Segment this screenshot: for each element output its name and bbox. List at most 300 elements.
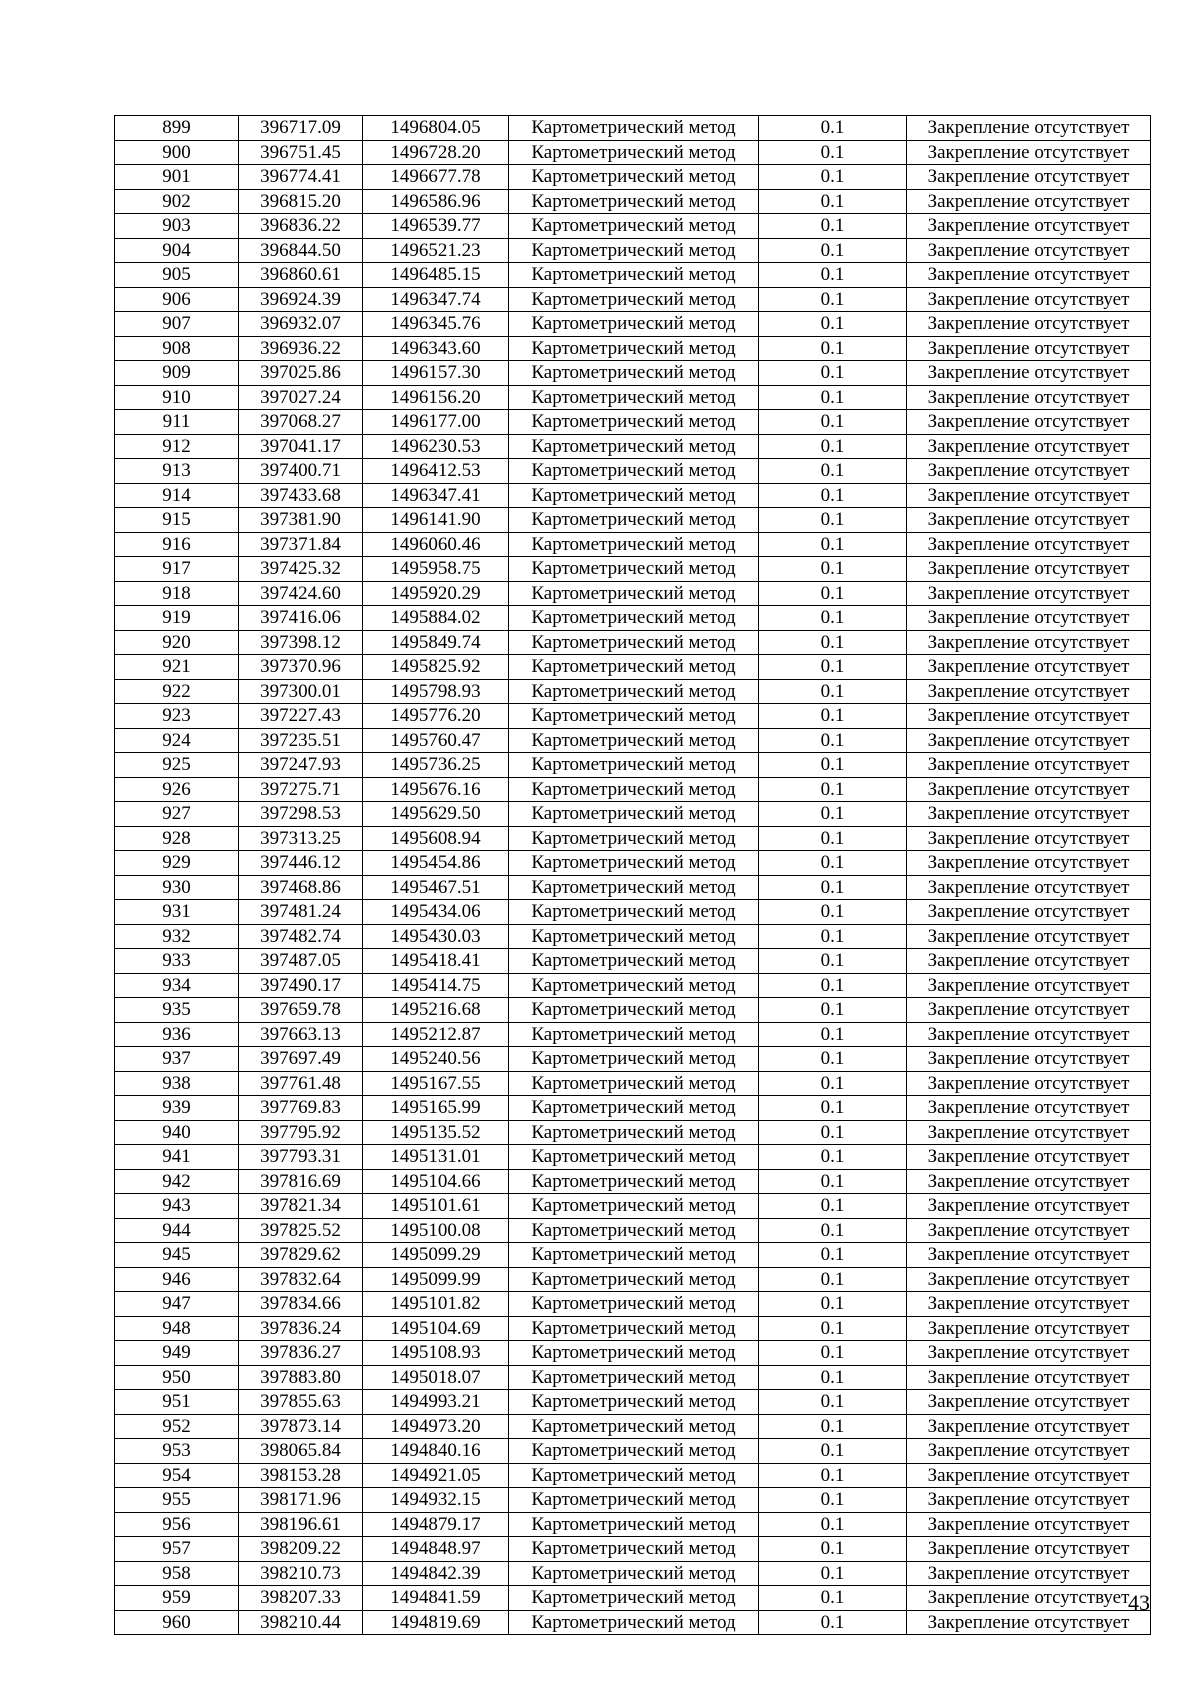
accuracy-cell: 0.1 xyxy=(759,777,907,802)
point-number-cell: 922 xyxy=(115,679,239,704)
fixing-cell: Закрепление отсутствует xyxy=(907,483,1151,508)
table-row xyxy=(115,777,1151,802)
point-number-cell: 912 xyxy=(115,434,239,459)
method-cell: Картометрический метод xyxy=(509,924,759,949)
fixing-cell: Закрепление отсутствует xyxy=(907,1463,1151,1488)
table-row xyxy=(115,606,1151,631)
accuracy-cell: 0.1 xyxy=(759,1463,907,1488)
method-cell: Картометрический метод xyxy=(509,312,759,337)
point-number-cell: 913 xyxy=(115,459,239,484)
method-cell: Картометрический метод xyxy=(509,287,759,312)
point-number-cell: 927 xyxy=(115,802,239,827)
fixing-cell: Закрепление отсутствует xyxy=(907,1218,1151,1243)
accuracy-cell: 0.1 xyxy=(759,1194,907,1219)
point-number-cell: 928 xyxy=(115,826,239,851)
table-row xyxy=(115,336,1151,361)
point-number-cell: 955 xyxy=(115,1488,239,1513)
table-row xyxy=(115,1439,1151,1464)
x-coordinate-cell: 396860.61 xyxy=(239,263,363,288)
y-coordinate-cell: 1495920.29 xyxy=(363,581,509,606)
method-cell: Картометрический метод xyxy=(509,728,759,753)
point-number-cell: 939 xyxy=(115,1096,239,1121)
point-number-cell: 915 xyxy=(115,508,239,533)
x-coordinate-cell: 396924.39 xyxy=(239,287,363,312)
table-row xyxy=(115,410,1151,435)
x-coordinate-cell: 396844.50 xyxy=(239,238,363,263)
table-row xyxy=(115,361,1151,386)
method-cell: Картометрический метод xyxy=(509,1267,759,1292)
y-coordinate-cell: 1496060.46 xyxy=(363,532,509,557)
method-cell: Картометрический метод xyxy=(509,753,759,778)
fixing-cell: Закрепление отсутствует xyxy=(907,1096,1151,1121)
method-cell: Картометрический метод xyxy=(509,410,759,435)
table-row xyxy=(115,1243,1151,1268)
point-number-cell: 929 xyxy=(115,851,239,876)
table-row xyxy=(115,1292,1151,1317)
point-number-cell: 909 xyxy=(115,361,239,386)
method-cell: Картометрический метод xyxy=(509,214,759,239)
table-row xyxy=(115,581,1151,606)
accuracy-cell: 0.1 xyxy=(759,1047,907,1072)
table-row xyxy=(115,459,1151,484)
accuracy-cell: 0.1 xyxy=(759,1316,907,1341)
table-row xyxy=(115,1194,1151,1219)
table-row xyxy=(115,679,1151,704)
x-coordinate-cell: 397883.80 xyxy=(239,1365,363,1390)
fixing-cell: Закрепление отсутствует xyxy=(907,1390,1151,1415)
fixing-cell: Закрепление отсутствует xyxy=(907,655,1151,680)
table-row xyxy=(115,483,1151,508)
y-coordinate-cell: 1495165.99 xyxy=(363,1096,509,1121)
x-coordinate-cell: 397370.96 xyxy=(239,655,363,680)
table-row xyxy=(115,1267,1151,1292)
fixing-cell: Закрепление отсутствует xyxy=(907,1071,1151,1096)
y-coordinate-cell: 1495958.75 xyxy=(363,557,509,582)
fixing-cell: Закрепление отсутствует xyxy=(907,1145,1151,1170)
point-number-cell: 906 xyxy=(115,287,239,312)
accuracy-cell: 0.1 xyxy=(759,1561,907,1586)
point-number-cell: 904 xyxy=(115,238,239,263)
point-number-cell: 960 xyxy=(115,1610,239,1635)
table-row xyxy=(115,728,1151,753)
y-coordinate-cell: 1494819.69 xyxy=(363,1610,509,1635)
x-coordinate-cell: 397795.92 xyxy=(239,1120,363,1145)
y-coordinate-cell: 1496177.00 xyxy=(363,410,509,435)
accuracy-cell: 0.1 xyxy=(759,214,907,239)
accuracy-cell: 0.1 xyxy=(759,924,907,949)
fixing-cell: Закрепление отсутствует xyxy=(907,753,1151,778)
x-coordinate-cell: 396774.41 xyxy=(239,165,363,190)
method-cell: Картометрический метод xyxy=(509,1145,759,1170)
method-cell: Картометрический метод xyxy=(509,1610,759,1635)
table-row xyxy=(115,385,1151,410)
accuracy-cell: 0.1 xyxy=(759,1243,907,1268)
method-cell: Картометрический метод xyxy=(509,361,759,386)
x-coordinate-cell: 397313.25 xyxy=(239,826,363,851)
y-coordinate-cell: 1495467.51 xyxy=(363,875,509,900)
point-number-cell: 923 xyxy=(115,704,239,729)
table-row xyxy=(115,949,1151,974)
method-cell: Картометрический метод xyxy=(509,1439,759,1464)
table-row xyxy=(115,1071,1151,1096)
x-coordinate-cell: 397027.24 xyxy=(239,385,363,410)
table-row xyxy=(115,532,1151,557)
y-coordinate-cell: 1496343.60 xyxy=(363,336,509,361)
y-coordinate-cell: 1495135.52 xyxy=(363,1120,509,1145)
x-coordinate-cell: 397487.05 xyxy=(239,949,363,974)
point-number-cell: 957 xyxy=(115,1537,239,1562)
fixing-cell: Закрепление отсутствует xyxy=(907,1610,1151,1635)
fixing-cell: Закрепление отсутствует xyxy=(907,924,1151,949)
table-row xyxy=(115,508,1151,533)
x-coordinate-cell: 397227.43 xyxy=(239,704,363,729)
fixing-cell: Закрепление отсутствует xyxy=(907,875,1151,900)
table-row xyxy=(115,1316,1151,1341)
point-number-cell: 932 xyxy=(115,924,239,949)
fixing-cell: Закрепление отсутствует xyxy=(907,1365,1151,1390)
accuracy-cell: 0.1 xyxy=(759,606,907,631)
y-coordinate-cell: 1495434.06 xyxy=(363,900,509,925)
fixing-cell: Закрепление отсутствует xyxy=(907,1292,1151,1317)
y-coordinate-cell: 1495131.01 xyxy=(363,1145,509,1170)
fixing-cell: Закрепление отсутствует xyxy=(907,238,1151,263)
x-coordinate-cell: 397481.24 xyxy=(239,900,363,925)
method-cell: Картометрический метод xyxy=(509,1316,759,1341)
x-coordinate-cell: 397298.53 xyxy=(239,802,363,827)
method-cell: Картометрический метод xyxy=(509,679,759,704)
table-row xyxy=(115,312,1151,337)
table-row xyxy=(115,1414,1151,1439)
x-coordinate-cell: 397371.84 xyxy=(239,532,363,557)
method-cell: Картометрический метод xyxy=(509,1096,759,1121)
x-coordinate-cell: 397663.13 xyxy=(239,1022,363,1047)
point-number-cell: 954 xyxy=(115,1463,239,1488)
accuracy-cell: 0.1 xyxy=(759,655,907,680)
point-number-cell: 949 xyxy=(115,1341,239,1366)
table-row xyxy=(115,1488,1151,1513)
accuracy-cell: 0.1 xyxy=(759,1488,907,1513)
x-coordinate-cell: 397659.78 xyxy=(239,998,363,1023)
y-coordinate-cell: 1496677.78 xyxy=(363,165,509,190)
table-row xyxy=(115,263,1151,288)
fixing-cell: Закрепление отсутствует xyxy=(907,1047,1151,1072)
fixing-cell: Закрепление отсутствует xyxy=(907,630,1151,655)
accuracy-cell: 0.1 xyxy=(759,263,907,288)
point-number-cell: 921 xyxy=(115,655,239,680)
x-coordinate-cell: 397300.01 xyxy=(239,679,363,704)
y-coordinate-cell: 1495212.87 xyxy=(363,1022,509,1047)
point-number-cell: 931 xyxy=(115,900,239,925)
method-cell: Картометрический метод xyxy=(509,1022,759,1047)
method-cell: Картометрический метод xyxy=(509,606,759,631)
y-coordinate-cell: 1494841.59 xyxy=(363,1586,509,1611)
point-number-cell: 916 xyxy=(115,532,239,557)
point-number-cell: 958 xyxy=(115,1561,239,1586)
coordinates-table xyxy=(114,115,1151,1635)
table-row xyxy=(115,1096,1151,1121)
y-coordinate-cell: 1494842.39 xyxy=(363,1561,509,1586)
y-coordinate-cell: 1496586.96 xyxy=(363,189,509,214)
fixing-cell: Закрепление отсутствует xyxy=(907,1561,1151,1586)
accuracy-cell: 0.1 xyxy=(759,1537,907,1562)
table-row xyxy=(115,165,1151,190)
y-coordinate-cell: 1494848.97 xyxy=(363,1537,509,1562)
point-number-cell: 940 xyxy=(115,1120,239,1145)
accuracy-cell: 0.1 xyxy=(759,998,907,1023)
x-coordinate-cell: 397433.68 xyxy=(239,483,363,508)
fixing-cell: Закрепление отсутствует xyxy=(907,1512,1151,1537)
table-row xyxy=(115,802,1151,827)
table-row xyxy=(115,1537,1151,1562)
accuracy-cell: 0.1 xyxy=(759,1022,907,1047)
method-cell: Картометрический метод xyxy=(509,973,759,998)
method-cell: Картометрический метод xyxy=(509,1463,759,1488)
table-row xyxy=(115,1390,1151,1415)
fixing-cell: Закрепление отсутствует xyxy=(907,1439,1151,1464)
accuracy-cell: 0.1 xyxy=(759,385,907,410)
table-row xyxy=(115,973,1151,998)
x-coordinate-cell: 398065.84 xyxy=(239,1439,363,1464)
method-cell: Картометрический метод xyxy=(509,998,759,1023)
fixing-cell: Закрепление отсутствует xyxy=(907,851,1151,876)
point-number-cell: 942 xyxy=(115,1169,239,1194)
accuracy-cell: 0.1 xyxy=(759,630,907,655)
accuracy-cell: 0.1 xyxy=(759,753,907,778)
method-cell: Картометрический метод xyxy=(509,483,759,508)
accuracy-cell: 0.1 xyxy=(759,1096,907,1121)
point-number-cell: 947 xyxy=(115,1292,239,1317)
fixing-cell: Закрепление отсутствует xyxy=(907,973,1151,998)
method-cell: Картометрический метод xyxy=(509,1365,759,1390)
fixing-cell: Закрепление отсутствует xyxy=(907,214,1151,239)
table-row xyxy=(115,1561,1151,1586)
y-coordinate-cell: 1495100.08 xyxy=(363,1218,509,1243)
accuracy-cell: 0.1 xyxy=(759,1145,907,1170)
x-coordinate-cell: 397490.17 xyxy=(239,973,363,998)
point-number-cell: 902 xyxy=(115,189,239,214)
y-coordinate-cell: 1495418.41 xyxy=(363,949,509,974)
accuracy-cell: 0.1 xyxy=(759,704,907,729)
accuracy-cell: 0.1 xyxy=(759,973,907,998)
y-coordinate-cell: 1495108.93 xyxy=(363,1341,509,1366)
point-number-cell: 908 xyxy=(115,336,239,361)
y-coordinate-cell: 1495104.69 xyxy=(363,1316,509,1341)
accuracy-cell: 0.1 xyxy=(759,557,907,582)
method-cell: Картометрический метод xyxy=(509,459,759,484)
coordinates-table-body xyxy=(115,116,1151,1635)
point-number-cell: 930 xyxy=(115,875,239,900)
table-row xyxy=(115,1610,1151,1635)
fixing-cell: Закрепление отсутствует xyxy=(907,434,1151,459)
accuracy-cell: 0.1 xyxy=(759,287,907,312)
table-row xyxy=(115,1218,1151,1243)
accuracy-cell: 0.1 xyxy=(759,679,907,704)
table-row xyxy=(115,1463,1151,1488)
x-coordinate-cell: 397855.63 xyxy=(239,1390,363,1415)
fixing-cell: Закрепление отсутствует xyxy=(907,679,1151,704)
accuracy-cell: 0.1 xyxy=(759,459,907,484)
y-coordinate-cell: 1494879.17 xyxy=(363,1512,509,1537)
table-row xyxy=(115,704,1151,729)
x-coordinate-cell: 397697.49 xyxy=(239,1047,363,1072)
method-cell: Картометрический метод xyxy=(509,655,759,680)
x-coordinate-cell: 397446.12 xyxy=(239,851,363,876)
method-cell: Картометрический метод xyxy=(509,1341,759,1366)
accuracy-cell: 0.1 xyxy=(759,728,907,753)
y-coordinate-cell: 1495798.93 xyxy=(363,679,509,704)
accuracy-cell: 0.1 xyxy=(759,1292,907,1317)
table-row xyxy=(115,875,1151,900)
accuracy-cell: 0.1 xyxy=(759,949,907,974)
point-number-cell: 918 xyxy=(115,581,239,606)
point-number-cell: 952 xyxy=(115,1414,239,1439)
x-coordinate-cell: 398207.33 xyxy=(239,1586,363,1611)
point-number-cell: 941 xyxy=(115,1145,239,1170)
point-number-cell: 944 xyxy=(115,1218,239,1243)
accuracy-cell: 0.1 xyxy=(759,165,907,190)
x-coordinate-cell: 396932.07 xyxy=(239,312,363,337)
fixing-cell: Закрепление отсутствует xyxy=(907,557,1151,582)
accuracy-cell: 0.1 xyxy=(759,434,907,459)
method-cell: Картометрический метод xyxy=(509,434,759,459)
y-coordinate-cell: 1496804.05 xyxy=(363,116,509,141)
accuracy-cell: 0.1 xyxy=(759,1414,907,1439)
method-cell: Картометрический метод xyxy=(509,1194,759,1219)
table-row xyxy=(115,655,1151,680)
method-cell: Картометрический метод xyxy=(509,140,759,165)
method-cell: Картометрический метод xyxy=(509,557,759,582)
accuracy-cell: 0.1 xyxy=(759,1267,907,1292)
method-cell: Картометрический метод xyxy=(509,1537,759,1562)
x-coordinate-cell: 397025.86 xyxy=(239,361,363,386)
fixing-cell: Закрепление отсутствует xyxy=(907,606,1151,631)
accuracy-cell: 0.1 xyxy=(759,1365,907,1390)
accuracy-cell: 0.1 xyxy=(759,312,907,337)
method-cell: Картометрический метод xyxy=(509,802,759,827)
method-cell: Картометрический метод xyxy=(509,630,759,655)
method-cell: Картометрический метод xyxy=(509,263,759,288)
table-row xyxy=(115,287,1151,312)
y-coordinate-cell: 1496157.30 xyxy=(363,361,509,386)
accuracy-cell: 0.1 xyxy=(759,1218,907,1243)
table-row xyxy=(115,1047,1151,1072)
accuracy-cell: 0.1 xyxy=(759,410,907,435)
x-coordinate-cell: 397416.06 xyxy=(239,606,363,631)
x-coordinate-cell: 398210.44 xyxy=(239,1610,363,1635)
table-row xyxy=(115,630,1151,655)
table-row xyxy=(115,753,1151,778)
point-number-cell: 907 xyxy=(115,312,239,337)
x-coordinate-cell: 397468.86 xyxy=(239,875,363,900)
method-cell: Картометрический метод xyxy=(509,1120,759,1145)
y-coordinate-cell: 1495216.68 xyxy=(363,998,509,1023)
page-number: 43 xyxy=(1128,1590,1150,1615)
x-coordinate-cell: 397836.27 xyxy=(239,1341,363,1366)
accuracy-cell: 0.1 xyxy=(759,508,907,533)
accuracy-cell: 0.1 xyxy=(759,1439,907,1464)
method-cell: Картометрический метод xyxy=(509,826,759,851)
y-coordinate-cell: 1495167.55 xyxy=(363,1071,509,1096)
method-cell: Картометрический метод xyxy=(509,1292,759,1317)
point-number-cell: 934 xyxy=(115,973,239,998)
fixing-cell: Закрепление отсутствует xyxy=(907,802,1151,827)
y-coordinate-cell: 1496485.15 xyxy=(363,263,509,288)
fixing-cell: Закрепление отсутствует xyxy=(907,1316,1151,1341)
table-row xyxy=(115,1022,1151,1047)
accuracy-cell: 0.1 xyxy=(759,900,907,925)
method-cell: Картометрический метод xyxy=(509,704,759,729)
method-cell: Картометрический метод xyxy=(509,581,759,606)
fixing-cell: Закрепление отсутствует xyxy=(907,900,1151,925)
method-cell: Картометрический метод xyxy=(509,385,759,410)
point-number-cell: 951 xyxy=(115,1390,239,1415)
method-cell: Картометрический метод xyxy=(509,1169,759,1194)
fixing-cell: Закрепление отсутствует xyxy=(907,532,1151,557)
y-coordinate-cell: 1496156.20 xyxy=(363,385,509,410)
accuracy-cell: 0.1 xyxy=(759,581,907,606)
y-coordinate-cell: 1494993.21 xyxy=(363,1390,509,1415)
y-coordinate-cell: 1495760.47 xyxy=(363,728,509,753)
y-coordinate-cell: 1495454.86 xyxy=(363,851,509,876)
fixing-cell: Закрепление отсутствует xyxy=(907,1194,1151,1219)
fixing-cell: Закрепление отсутствует xyxy=(907,312,1151,337)
point-number-cell: 903 xyxy=(115,214,239,239)
table-row xyxy=(115,434,1151,459)
accuracy-cell: 0.1 xyxy=(759,189,907,214)
accuracy-cell: 0.1 xyxy=(759,483,907,508)
accuracy-cell: 0.1 xyxy=(759,336,907,361)
accuracy-cell: 0.1 xyxy=(759,140,907,165)
accuracy-cell: 0.1 xyxy=(759,802,907,827)
accuracy-cell: 0.1 xyxy=(759,851,907,876)
y-coordinate-cell: 1495608.94 xyxy=(363,826,509,851)
fixing-cell: Закрепление отсутствует xyxy=(907,1022,1151,1047)
fixing-cell: Закрепление отсутствует xyxy=(907,1243,1151,1268)
accuracy-cell: 0.1 xyxy=(759,1610,907,1635)
y-coordinate-cell: 1496230.53 xyxy=(363,434,509,459)
method-cell: Картометрический метод xyxy=(509,1414,759,1439)
y-coordinate-cell: 1496141.90 xyxy=(363,508,509,533)
point-number-cell: 911 xyxy=(115,410,239,435)
method-cell: Картометрический метод xyxy=(509,508,759,533)
method-cell: Картометрический метод xyxy=(509,1218,759,1243)
y-coordinate-cell: 1495414.75 xyxy=(363,973,509,998)
method-cell: Картометрический метод xyxy=(509,189,759,214)
point-number-cell: 900 xyxy=(115,140,239,165)
table-row xyxy=(115,214,1151,239)
point-number-cell: 959 xyxy=(115,1586,239,1611)
point-number-cell: 920 xyxy=(115,630,239,655)
point-number-cell: 901 xyxy=(115,165,239,190)
method-cell: Картометрический метод xyxy=(509,875,759,900)
x-coordinate-cell: 397424.60 xyxy=(239,581,363,606)
method-cell: Картометрический метод xyxy=(509,1488,759,1513)
point-number-cell: 924 xyxy=(115,728,239,753)
y-coordinate-cell: 1495099.99 xyxy=(363,1267,509,1292)
accuracy-cell: 0.1 xyxy=(759,826,907,851)
point-number-cell: 935 xyxy=(115,998,239,1023)
x-coordinate-cell: 396751.45 xyxy=(239,140,363,165)
method-cell: Картометрический метод xyxy=(509,1047,759,1072)
y-coordinate-cell: 1496728.20 xyxy=(363,140,509,165)
point-number-cell: 910 xyxy=(115,385,239,410)
y-coordinate-cell: 1494973.20 xyxy=(363,1414,509,1439)
point-number-cell: 948 xyxy=(115,1316,239,1341)
point-number-cell: 926 xyxy=(115,777,239,802)
point-number-cell: 919 xyxy=(115,606,239,631)
x-coordinate-cell: 398209.22 xyxy=(239,1537,363,1562)
point-number-cell: 937 xyxy=(115,1047,239,1072)
